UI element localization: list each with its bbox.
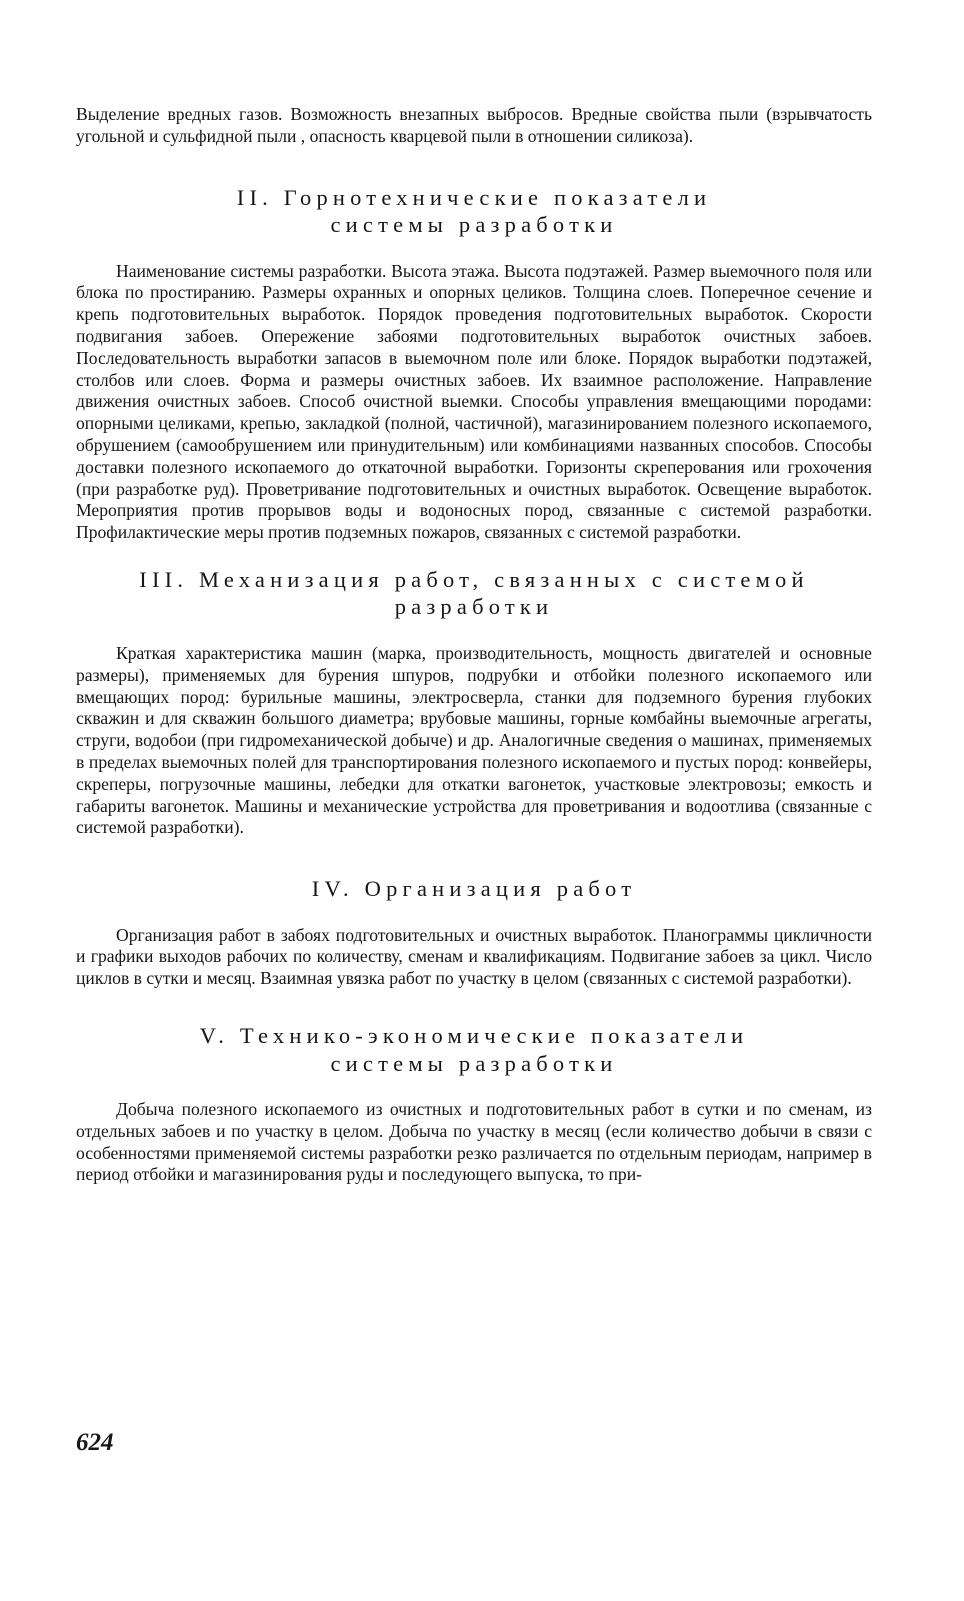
page-number: 624 xyxy=(76,1429,114,1456)
section-heading-4 xyxy=(76,875,872,903)
section-paragraph: Краткая характеристика машин (марка, производительность, мощность двигателей и основные размеры), применяемых для бурения шпуров, подрубки и отбойки полезного ископаемого или вмещающих пород: бурильные машины, электросверла, станки для подземного бурения глубоких скважин и для скважин большого диаметра; врубовые машины, горные комбайны выемочные агрегаты, струги, водобои (при гидромеханической добыче) и др. Аналогичные сведения о машинах, применяемых в пределах выемочных полей для транспортирования полезного ископаемого и пустых пород: конвейеры, скреперы, погрузочные машины, лебедки для откатки вагонеток, участковые электровозы; емкость и габариты вагонеток. Машины и механические устройства для проветривания и водоотлива (связанные с системой разработки). xyxy=(76,642,872,838)
page-body xyxy=(76,104,872,1186)
heading-line: системы разработки xyxy=(330,1050,618,1076)
heading-line: V. Технико-экономические показатели xyxy=(199,1023,749,1049)
section-paragraph: Наименование системы разработки. Высота этажа. Высота подэтажей. Размер выемочного поля или блока по простиранию. Размеры охранных и опорных целиков. Толщина слоев. Поперечное сечение и крепь подготовительных выработок. Порядок проведения подготовительных выработок. Скорости подвигания забоев. Опережение забоями подготовительных выработок очистных забоев. Последовательность выработки запасов в выемочном поле или блоке. Порядок выработки подэтажей, столбов или слоев. Форма и размеры очистных забоев. Их взаимное расположение. Направление движения очистных забоев. Способ очистной выемки. Способы управления вмещающими породами: опорными целиками, крепью, закладкой (полной, частичной), магазинированием полезного ископаемого, обрушением (самообрушением или принудительным) или комбинациями названных способов. Способы доставки полезного ископаемого до откаточной выработки. Горизонты скреперования или грохочения (при разработке руд). Проветривание подготовительных и очистных выработок. Освещение выработок. Мероприятия против прорывов воды и водоносных пород, связанные с системой разработки. Профилактические меры против подземных пожаров, связанных с системой разработки. xyxy=(76,260,872,543)
heading-line: II. Горнотехнические показатели xyxy=(236,184,712,210)
heading-line: IV. Организация работ xyxy=(311,876,637,902)
section-heading-5 xyxy=(76,1022,872,1077)
section-paragraph: Добыча полезного ископаемого из очистных и подготовительных работ в сутки и по сменам, из отдельных забоев и по участку в целом. Добыча по участку в месяц (если количество добычи в связи с особенностями применяемой системы разработки резко различается по отдельным периодам, например в период отбойки и магазинирования руды и последующего выпуска, то при- xyxy=(76,1099,872,1185)
section-heading-3 xyxy=(76,566,872,621)
section-paragraph: Организация работ в забоях подготовительных и очистных выработок. Планограммы цикличности и графики выходов рабочих по количеству, сменам и квалификациям. Подвигание забоев за цикл. Число циклов в сутки и месяц. Взаимная увязка работ по участку в целом (связанных с системой разработки). xyxy=(76,924,872,989)
heading-line: разработки xyxy=(394,594,554,620)
section-heading-2 xyxy=(76,184,872,239)
heading-line: III. Механизация работ, связанных с системой xyxy=(139,566,809,592)
intro-paragraph: Выделение вредных газов. Возможность внезапных выбросов. Вредные свойства пыли (взрывчатость угольной и сульфидной пыли , опасность кварцевой пыли в отношении силикоза). xyxy=(76,104,872,146)
heading-line: системы разработки xyxy=(330,212,618,238)
